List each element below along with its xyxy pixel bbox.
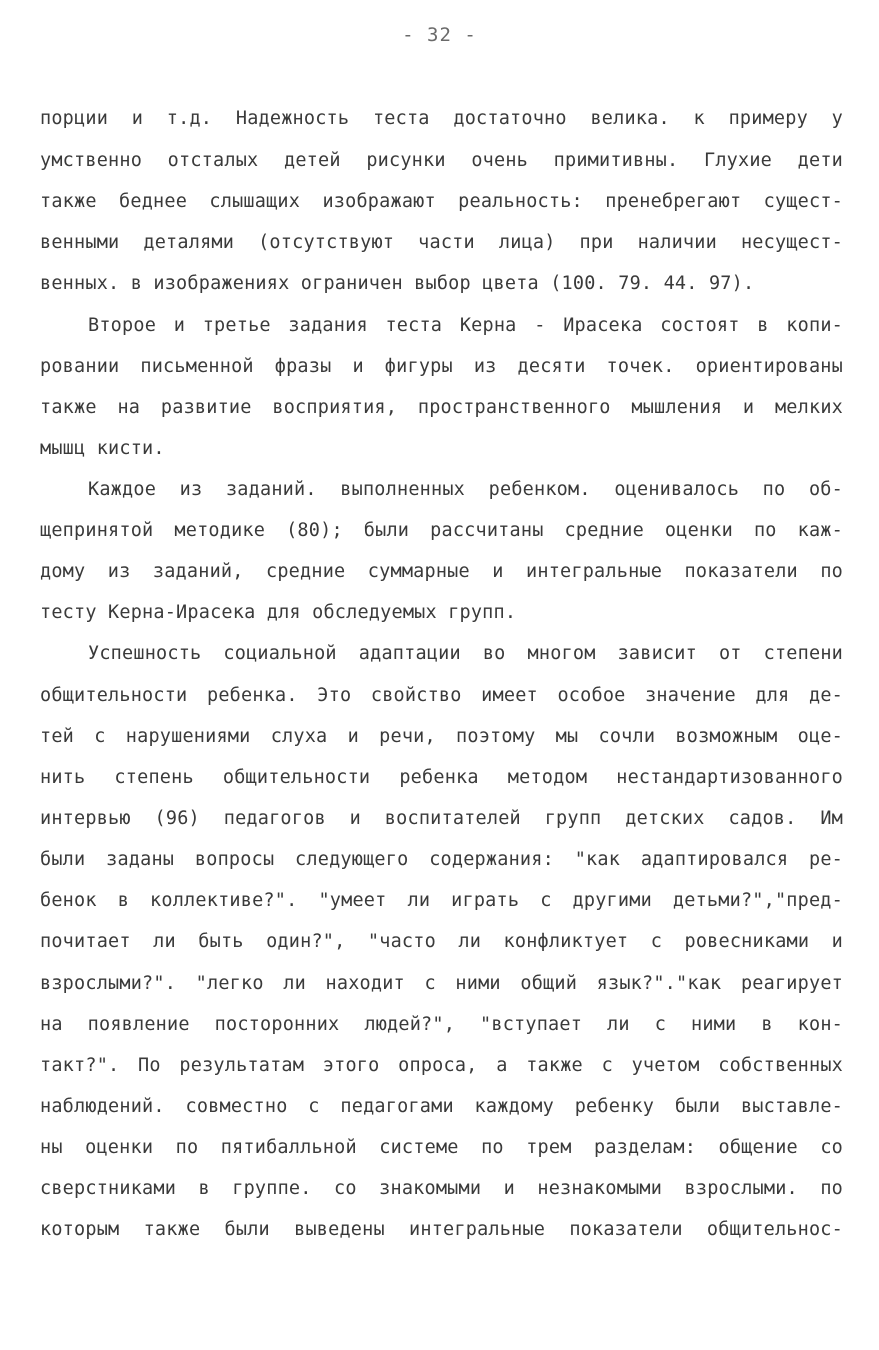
text-line: наблюдений. совместно с педагогами каждому ребенку были выставле- — [40, 1096, 843, 1117]
text-line: интервью (96) педагогов и воспитателей групп детских садов. Им — [40, 808, 843, 829]
text-line: также беднее слышащих изображают реальность: пренебрегают сущест- — [40, 191, 843, 212]
text-line: ны оценки по пятибалльной системе по трем разделам: общение со — [40, 1137, 843, 1158]
text-line: венными деталями (отсутствуют части лица) при наличии несущест- — [40, 232, 843, 253]
text-line: почитает ли быть один?", "часто ли конфликтует с ровесниками и — [40, 931, 843, 952]
text-line: которым также были выведены интегральные показатели общительнос- — [40, 1219, 843, 1240]
text-line: общительности ребенка. Это свойство имеет особое значение для де- — [40, 685, 843, 706]
text-line: тей с нарушениями слуха и речи, поэтому мы сочли возможным оце- — [40, 726, 843, 747]
text-line: также на развитие восприятия, пространственного мышления и мелких — [40, 397, 843, 418]
text-line: ровании письменной фразы и фигуры из десяти точек. ориентированы — [40, 356, 843, 377]
text-line: дому из заданий, средние суммарные и интегральные показатели по — [40, 561, 843, 582]
text-line: венных. в изображениях ограничен выбор цвета (100. 79. 44. 97). — [40, 273, 755, 294]
text-line: мышц кисти. — [40, 438, 165, 459]
text-line: на появление посторонних людей?", "вступает ли с ними в кон- — [40, 1014, 843, 1035]
text-line: взрослыми?". "легко ли находит с ними общий язык?"."как реагирует — [40, 973, 843, 994]
text-line: такт?". По результатам этого опроса, а также с учетом собственных — [40, 1055, 843, 1076]
text-line: Успешность социальной адаптации во многом зависит от степени — [88, 643, 843, 664]
text-line: были заданы вопросы следующего содержания: "как адаптировался ре- — [40, 849, 843, 870]
text-line: сверстниками в группе. со знакомыми и незнакомыми взрослыми. по — [40, 1178, 843, 1199]
text-line: Каждое из заданий. выполненных ребенком. оценивалось по об- — [88, 479, 843, 500]
text-line: нить степень общительности ребенка методом нестандартизованного — [40, 767, 843, 788]
text-line: тесту Керна-Ирасека для обследуемых групп. — [40, 602, 517, 623]
text-line: порции и т.д. Надежность теста достаточно велика. к примеру у — [40, 108, 843, 129]
text-line: щепринятой методике (80); были рассчитаны средние оценки по каж- — [40, 520, 843, 541]
text-line: Второе и третье задания теста Керна - Ирасека состоят в копи- — [88, 315, 843, 336]
text-line: умственно отсталых детей рисунки очень примитивны. Глухие дети — [40, 150, 843, 171]
text-line: бенок в коллективе?". "умеет ли играть с другими детьми?","пред- — [40, 890, 843, 911]
page-number: - 32 - — [402, 24, 477, 46]
